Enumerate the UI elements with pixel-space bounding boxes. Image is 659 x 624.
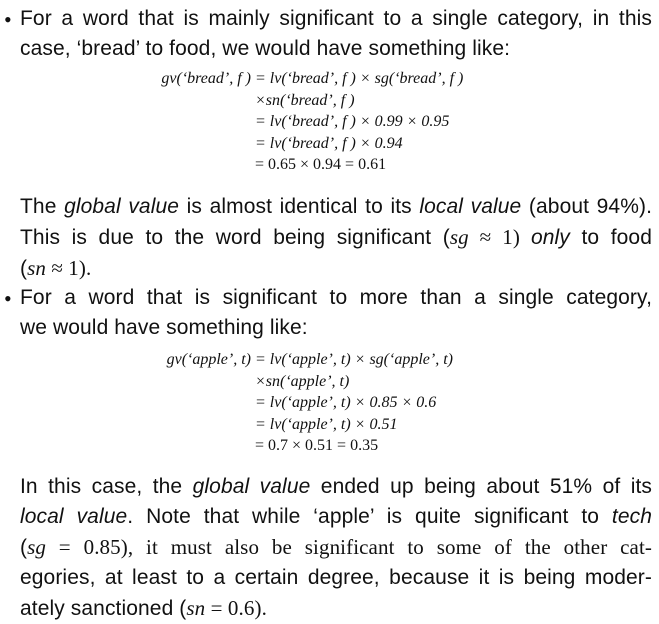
apple-explanation-line5: ately sanctioned (sn = 0.6).: [20, 596, 267, 620]
bullet-marker: •: [4, 7, 12, 32]
bullet2-line1: For a word that is significant to more than a single category,: [20, 286, 652, 309]
equation-rhs: = 0.65 × 0.94 = 0.61: [255, 156, 387, 173]
bullet1-text: [20, 4, 652, 64]
apple-explanation-line3: (sg = 0.85), it must also be significant to some of the other cat-: [20, 535, 652, 559]
equation-rhs: = lv(‘apple’, t) × 0.51: [255, 415, 398, 433]
bullet1-line2: case, ‘bread’ to food, we would have something like:: [20, 37, 511, 60]
equation-rhs: ×sn(‘apple’, t): [255, 372, 350, 390]
bullet-marker: •: [4, 286, 12, 311]
bullet2-text: [20, 283, 652, 343]
apple-explanation-line2: local value. Note that while ‘apple’ is quite significant to tech: [20, 505, 653, 528]
bread-explanation-line1: The global value is almost identical to its local value (about 94%).: [20, 195, 653, 218]
equation-lhs: gv(‘bread’, f ): [161, 70, 251, 87]
bread-explanation-line2: This is due to the word being significant (sg ≈ 1) only to food: [20, 225, 652, 249]
equation-rhs: ×sn(‘bread’, f ): [255, 91, 355, 109]
equation-lhs: gv(‘apple’, t): [166, 351, 251, 368]
apple-explanation-line1: In this case, the global value ended up being about 51% of its: [20, 475, 652, 498]
equation-rhs: = lv(‘apple’, t) × sg(‘apple’, t): [255, 351, 453, 368]
equation-rhs: = 0.7 × 0.51 = 0.35: [255, 437, 379, 454]
bread-explanation-line3: (sn ≈ 1).: [20, 256, 92, 280]
bullet1-line1: For a word that is mainly significant to a single category, in this: [20, 7, 652, 30]
equation-rhs: = lv(‘apple’, t) × 0.85 × 0.6: [255, 394, 437, 411]
equation-rhs: = lv(‘bread’, f ) × 0.94: [255, 134, 403, 152]
equation-rhs: = lv(‘bread’, f ) × 0.99 × 0.95: [255, 113, 450, 130]
equation-rhs: = lv(‘bread’, f ) × sg(‘bread’, f ): [255, 70, 464, 87]
apple-explanation-line4: egories, at least to a certain degree, because it is being moder-: [20, 566, 652, 589]
bullet2-line2: we would have something like:: [20, 316, 308, 339]
apple-explanation: [20, 472, 652, 624]
bread-explanation: [20, 192, 652, 284]
